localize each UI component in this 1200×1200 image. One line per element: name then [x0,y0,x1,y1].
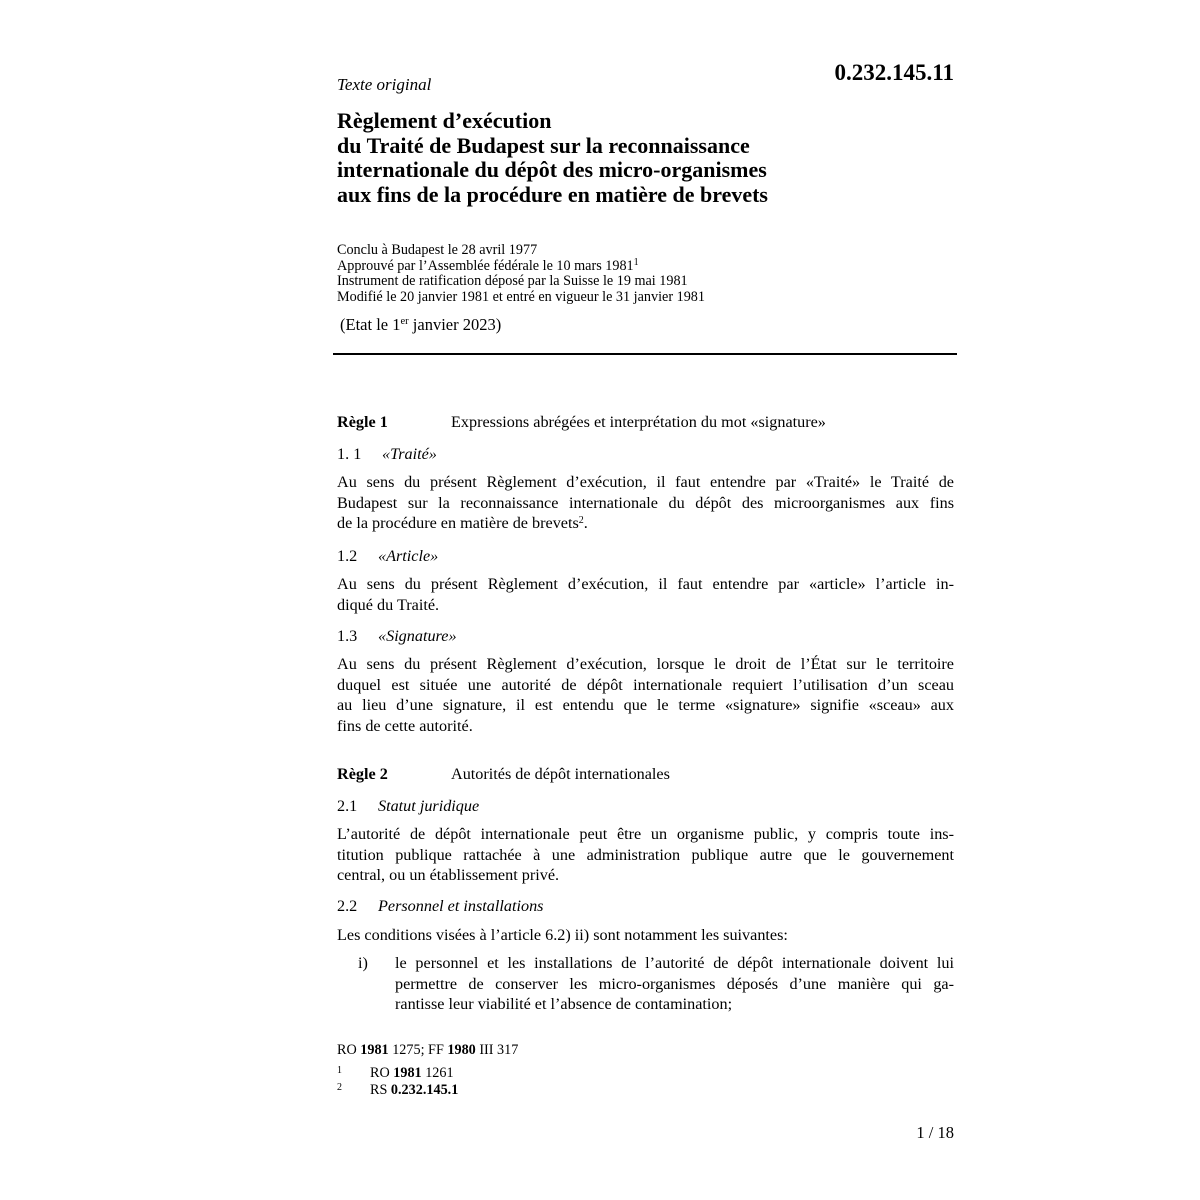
document-title [337,109,957,207]
texte-original-label: Texte original [337,75,432,94]
title-line: internationale du dépôt des micro-organismes [337,157,767,182]
meta-instrument: Instrument de ratification déposé par la Suisse le 19 mai 1981 [337,273,688,290]
title-line: Règlement d’exécution [337,108,552,133]
meta-modifie: Modifié le 20 janvier 1981 et entré en vigueur le 31 janvier 1981 [337,288,705,305]
regle-title: Expressions abrégées et interprétation du mot «signature» [451,413,826,431]
regle-label: Règle 2 [337,765,388,783]
title-line: du Traité de Budapest sur la reconnaissance [337,132,750,158]
header-divider [333,353,957,355]
footnote-1: 1 RO 1981 1261 [337,1065,454,1081]
title-line: aux fins de la procédure en matière de brevets [337,181,768,207]
footnote-2: 2 RS 0.232.145.1 [337,1082,459,1098]
page-number: 1 / 18 [916,1123,954,1142]
regle-label: Règle 1 [337,413,388,431]
meta-approuve: Approuvé par l’Assemblée fédérale le 10 mars 1981$^1$ [337,256,639,274]
rs-number: 0.232.145.11 [834,60,954,85]
section-2-2-heading: 2.2 Personnel et installations [337,897,544,915]
section-1-2-heading: 1.2 «Article» [337,547,439,565]
document-metadata [337,243,705,305]
footnote-ref: 1 [633,256,639,268]
section-1-1-text: Au sens du présent Règlement d’exécution, il faut entendre par «Traité» le Traité de Budapest sur la reconnaissance internationale du dépôt des microorganismes aux fins de la procédure en matière de brevets$^2$. [337,473,954,532]
meta-conclu: Conclu à Budapest le 28 avril 1977 [337,242,538,258]
regle-title: Autorités de dépôt internationales [451,765,670,783]
regle-1-heading [337,412,954,433]
regle-2-heading [337,764,954,785]
enumeration-text: le personnel et les installations de l’autorité de dépôt internationale doivent lui permettre de conserver les micro-organismes déposés d’une manière qui ga- rantisse leur viabilité et l’absence de contamination; [395,954,954,1013]
footnote-ref: 2 [578,515,584,526]
section-1-2-text: Au sens du présent Règlement d’exécution, il faut entendre par «article» l’article in- diqué du Traité. [337,575,954,614]
section-1-3-text: Au sens du présent Règlement d’exécution, lorsque le droit de l’État sur le territoire duquel est située une autorité de dépôt internationale requiert l’utilisation d’un sceau au lieu d’une signature, il est entendu que le terme «signature» signifie «sceau» aux fins de cette autorité. [337,655,954,735]
section-2-2-intro: Les conditions visées à l’article 6.2) ii) sont notamment les suivantes: [337,926,788,944]
ro-reference: RO 1981 1275; FF 1980 III 317 [337,1042,519,1058]
enumeration-marker: i) [358,954,368,972]
section-1-1-heading: 1. 1 «Traité» [337,445,437,463]
section-1-3-heading: 1.3 «Signature» [337,627,457,645]
section-2-1-heading: 2.1 Statut juridique [337,797,480,815]
section-2-1-text: L’autorité de dépôt internationale peut être un organisme public, y compris toute ins- titution publique rattachée à une administration publique autre que le gouvernement central, ou un établissement privé. [337,825,954,884]
etat-date: (Etat le 1er janvier 2023) [340,315,502,334]
